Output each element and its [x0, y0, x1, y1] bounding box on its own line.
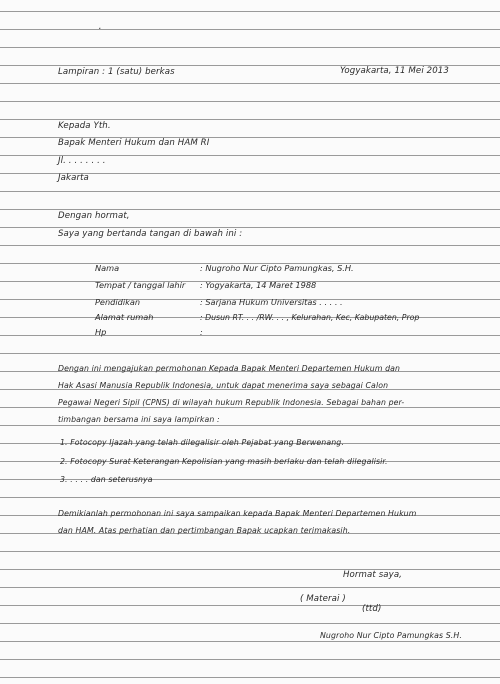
identity-value: :	[200, 327, 203, 337]
body-line: timbangan bersama ini saya lampirkan :	[58, 415, 220, 424]
attachment-item: 2. Fotocopy Surat Keterangan Kepolisian yang masih berlaku dan telah dilegalisir.	[60, 457, 388, 466]
identity-value: : Dusun RT. . . /RW. . . , Kelurahan, Kec, Kabupaten, Prop	[200, 313, 420, 322]
body-line: Dengan ini mengajukan permohonan Kepada Bapak Menteri Departemen Hukum dan	[58, 364, 401, 373]
greeting: Dengan hormat,	[58, 211, 130, 221]
addressee-street: Jl. . . . . . . .	[58, 156, 106, 166]
stray-mark: ·	[98, 24, 102, 35]
body-line: Hak Asasi Manusia Republik Indonesia, untuk dapat menerima saya sebagai Calon	[58, 381, 389, 390]
identity-label: Nama	[95, 263, 120, 273]
intro-line: Saya yang bertanda tangan di bawah ini :	[58, 229, 243, 239]
signed-mark: (ttd)	[362, 604, 382, 614]
attachment-item: 1. Fotocopy Ijazah yang telah dilegalisir oleh Pejabat yang Berwenang.	[60, 438, 344, 447]
signatory-name: Nugroho Nur Cipto Pamungkas S.H.	[320, 631, 462, 640]
attachment-item: 3. . . . . dan seterusnya	[60, 475, 153, 484]
closing-line: Demikianlah permohonan ini saya sampaikan kepada Bapak Menteri Departemen Hukum	[58, 509, 417, 518]
identity-label: Hp	[95, 327, 107, 337]
place-date: Yogyakarta, 11 Mei 2013	[340, 66, 449, 76]
identity-label: Tempat / tanggal lahir	[95, 280, 186, 290]
addressee-name: Bapak Menteri Hukum dan HAM RI	[58, 138, 210, 148]
identity-value: : Yogyakarta, 14 Maret 1988	[200, 280, 317, 290]
stamp-label: ( Materai )	[300, 594, 346, 604]
addressee-city: Jakarta	[58, 173, 89, 183]
identity-value: : Nugroho Nur Cipto Pamungkas, S.H.	[200, 263, 354, 273]
identity-value: : Sarjana Hukum Universitas . . . . .	[200, 297, 343, 307]
addressee-to: Kepada Yth.	[58, 121, 111, 131]
identity-label: Alamat rumah	[95, 312, 154, 322]
closing-line: dan HAM. Atas perhatian dan pertimbangan Bapak ucapkan terimakasih.	[58, 526, 351, 535]
body-line: Pegawai Negeri Sipil (CPNS) di wilayah hukum Republik Indonesia. Sebagai bahan per-	[58, 398, 405, 407]
regards: Hormat saya,	[343, 570, 403, 580]
identity-label: Pendidikan	[95, 297, 141, 307]
attachment-line: Lampiran : 1 (satu) berkas	[58, 67, 175, 77]
